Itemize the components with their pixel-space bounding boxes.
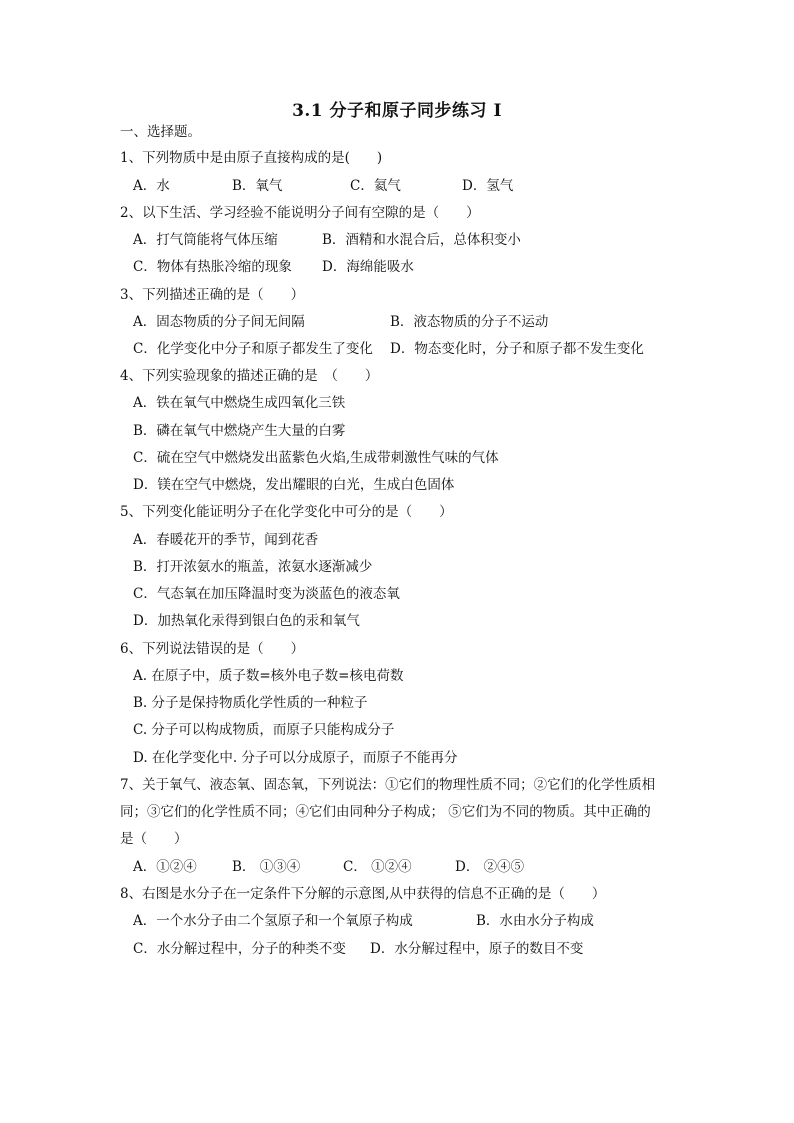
question-3-option-b: B．液态物质的分子不运动 bbox=[390, 314, 549, 330]
question-3-option-a: A．固态物质的分子间无间隔 bbox=[133, 314, 305, 330]
question-6-option-d: D. 在化学变化中. 分子可以分成原子，而原子不能再分 bbox=[133, 750, 458, 766]
question-2-stem: 2、以下生活、学习经验不能说明分子间有空隙的是（ ） bbox=[120, 205, 480, 221]
question-5-stem: 5、下列变化能证明分子在化学变化中可分的是（ ） bbox=[120, 504, 453, 520]
question-8-option-b: B．水由水分子构成 bbox=[476, 913, 594, 929]
question-7-stem-line-3: 是（ ） bbox=[120, 831, 188, 847]
question-2-option-b: B．酒精和水混合后，总体积变小 bbox=[322, 232, 521, 248]
question-3-option-c: C．化学变化中分子和原子都发生了变化 bbox=[133, 341, 373, 357]
question-5-option-b: B．打开浓氨水的瓶盖，浓氨水逐渐减少 bbox=[133, 559, 373, 575]
question-2-option-c: C．物体有热胀冷缩的现象 bbox=[133, 259, 292, 275]
question-8-stem: 8、右图是水分子在一定条件下分解的示意图,从中获得的信息不正确的是（ ） bbox=[120, 886, 606, 902]
question-2-option-a: A．打气筒能将气体压缩 bbox=[133, 232, 278, 248]
question-4-option-a: A．铁在氧气中燃烧生成四氧化三铁 bbox=[133, 395, 346, 411]
question-6-stem: 6、下列说法错误的是（ ） bbox=[120, 641, 305, 657]
question-7-option-b: B． ①③④ bbox=[232, 859, 301, 875]
question-7-option-c: C． ①②④ bbox=[343, 859, 412, 875]
question-8-option-c: C．水分解过程中，分子的种类不变 bbox=[133, 941, 346, 957]
question-7-stem-line-1: 7、关于氧气、液态氧、固态氧，下列说法：①它们的物理性质不同；②它们的化学性质相 bbox=[120, 777, 656, 793]
question-7-option-a: A．①②④ bbox=[133, 859, 197, 875]
question-2-option-d: D．海绵能吸水 bbox=[322, 259, 414, 275]
question-4-option-b: B．磷在氧气中燃烧产生大量的白雾 bbox=[133, 423, 346, 439]
question-1-option-a: A．水 bbox=[133, 178, 170, 194]
section-heading: 一、选择题。 bbox=[120, 124, 201, 140]
question-1-option-b: B．氧气 bbox=[232, 178, 283, 194]
question-6-option-b: B. 分子是保持物质化学性质的一种粒子 bbox=[133, 695, 368, 711]
question-4-stem: 4、下列实验现象的描述正确的是 （ ） bbox=[120, 368, 379, 384]
question-7-stem-line-2: 同；③它们的化学性质不同；④它们由同种分子构成； ⑤它们为不同的物质。其中正确的 bbox=[120, 804, 651, 820]
question-6-option-a: A. 在原子中，质子数=核外电子数=核电荷数 bbox=[133, 668, 404, 684]
question-5-option-c: C．气态氧在加压降温时变为淡蓝色的液态氧 bbox=[133, 586, 400, 602]
question-4-option-c: C．硫在空气中燃烧发出蓝紫色火焰,生成带刺激性气味的气体 bbox=[133, 450, 499, 466]
question-1-option-c: C．氦气 bbox=[350, 178, 401, 194]
question-1-option-d: D．氢气 bbox=[462, 178, 514, 194]
question-8-option-a: A．一个水分子由二个氢原子和一个氧原子构成 bbox=[133, 913, 413, 929]
question-1-stem: 1、下列物质中是由原子直接构成的是( ) bbox=[120, 150, 383, 166]
page-title: 3.1 分子和原子同步练习 I bbox=[292, 101, 502, 121]
question-5-option-d: D．加热氧化汞得到银白色的汞和氧气 bbox=[133, 613, 360, 629]
question-8-option-d: D．水分解过程中，原子的数目不变 bbox=[370, 941, 584, 957]
question-4-option-d: D．镁在空气中燃烧，发出耀眼的白光，生成白色固体 bbox=[133, 477, 455, 493]
question-5-option-a: A．春暖花开的季节，闻到花香 bbox=[133, 532, 319, 548]
question-7-option-d: D． ②④⑤ bbox=[455, 859, 525, 875]
question-6-option-c: C. 分子可以构成物质，而原子只能构成分子 bbox=[133, 722, 395, 738]
question-3-stem: 3、下列描述正确的是（ ） bbox=[120, 287, 305, 303]
question-3-option-d: D．物态变化时，分子和原子都不发生变化 bbox=[390, 341, 644, 357]
